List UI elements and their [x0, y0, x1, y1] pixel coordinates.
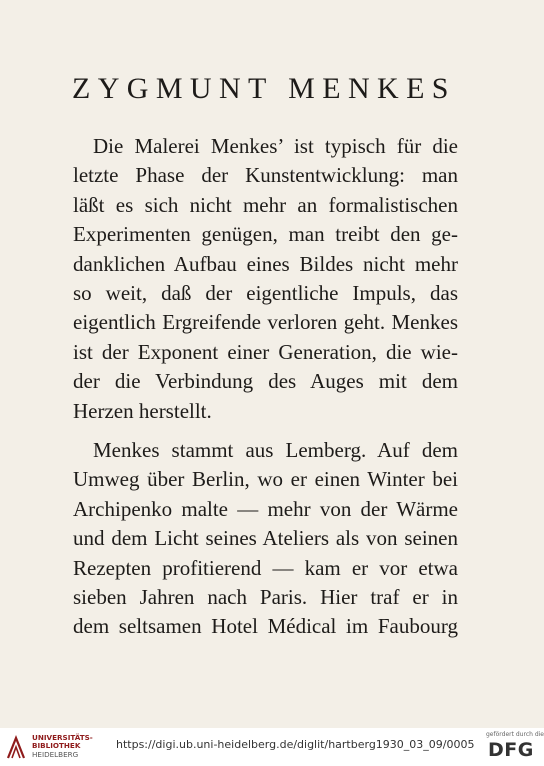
text-line: Archipenko malte — mehr von der Wärme	[73, 496, 458, 521]
text-line: Herzen herstellt.	[73, 398, 212, 423]
paragraph-2	[73, 436, 458, 642]
library-emblem-icon	[6, 734, 26, 760]
library-name-line: BIBLIOTHEK	[32, 741, 81, 751]
dfg-logo[interactable]: DFG	[488, 739, 534, 761]
text-line: Experimenten genügen, man treibt den ge-	[73, 222, 458, 247]
text-line: letzte Phase der Kunstentwicklung: man	[73, 163, 458, 188]
text-line: eigentlich Ergreifende verloren geht. Menkes	[73, 310, 458, 335]
university-library-logo[interactable]	[6, 732, 111, 762]
library-name-line: UNIVERSITÄTS-	[32, 733, 93, 742]
text-line: und dem Licht seines Ateliers als von seinen	[73, 526, 458, 551]
text-line: der die Verbindung des Auges mit dem	[73, 369, 458, 394]
text-line: sieben Jahren nach Paris. Hier traf er in	[73, 585, 458, 610]
page-title: ZYGMUNT MENKES	[72, 72, 456, 105]
text-line: so weit, daß der eigentliche Impuls, das	[73, 281, 458, 306]
paragraph-1	[73, 132, 458, 426]
text-line: dem seltsamen Hotel Médical im Faubourg	[73, 614, 458, 639]
text-line: danklichen Aufbau eines Bildes nicht mehr	[73, 251, 458, 276]
permalink-url[interactable]: https://digi.ub.uni-heidelberg.de/diglit/hartberg1930_03_09/0005	[116, 738, 475, 751]
library-name-line: HEIDELBERG	[32, 749, 79, 759]
text-line: Menkes stammt aus Lemberg. Auf dem	[93, 438, 458, 462]
viewer-footer	[0, 728, 544, 766]
text-line: ist der Exponent einer Generation, die wie-	[73, 339, 458, 364]
text-line: Rezepten profitierend — kam er vor etwa	[73, 555, 458, 580]
text-line: läßt es sich nicht mehr an formalistischen	[73, 192, 458, 217]
text-line: Umweg über Berlin, wo er einen Winter bei	[73, 467, 458, 492]
funding-label: gefördert durch die	[486, 731, 544, 738]
text-line: Die Malerei Menkes’ ist typisch für die	[93, 134, 458, 158]
